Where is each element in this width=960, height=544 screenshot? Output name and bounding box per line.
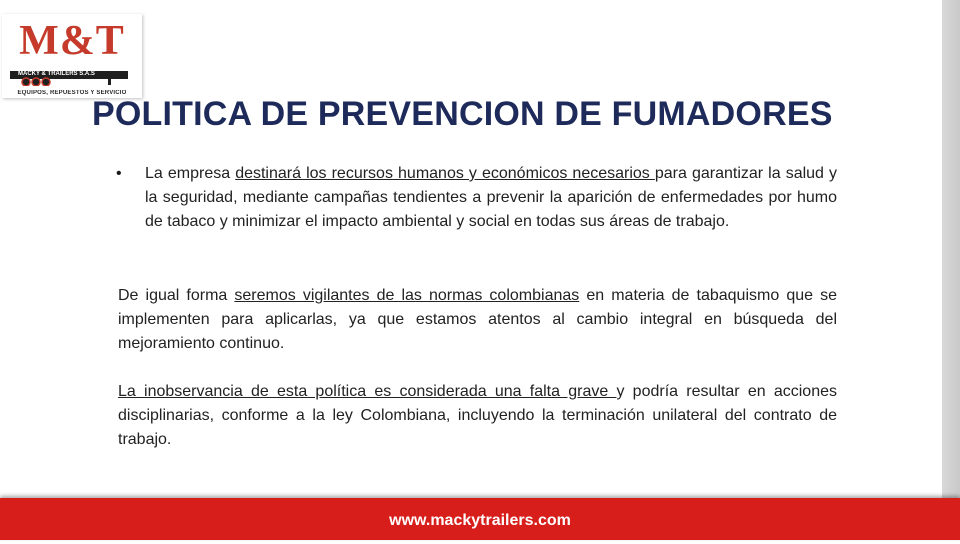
- page-title: POLITICA DE PREVENCION DE FUMADORES: [92, 95, 833, 133]
- logo-company-name: MACKY & TRAILERS S.A.S: [18, 71, 95, 77]
- p1-underlined-text: destinará los recursos humanos y económicos necesarios: [235, 165, 655, 182]
- logo-letters: M&T: [19, 18, 125, 64]
- logo-tagline: EQUIPOS, REPUESTOS Y SERVICIO: [17, 90, 127, 96]
- paragraph-regulations: [118, 284, 837, 356]
- bullet-marker: •: [116, 165, 122, 182]
- p3-trailing-text: y podría resultar en acciones disciplinarias, conforme a la ley Colombiana, incluyendo la terminación unilateral del contrato de trabajo.: [118, 383, 837, 448]
- company-logo: [2, 14, 142, 98]
- p1-trailing-text: para garantizar la salud y la seguridad, mediante campañas tendientes a prevenir la aparición de enfermedades por humo de tabaco y minimizar el impacto ambiental y social en todas sus áreas de trabajo.: [145, 165, 838, 230]
- footer-website[interactable]: www.mackytrailers.com: [389, 512, 571, 529]
- paragraph-commitment: [145, 162, 837, 234]
- right-side-band: [942, 0, 960, 540]
- footer-bar: [0, 498, 960, 540]
- p2-underlined-text: seremos vigilantes de las normas colombianas: [234, 287, 580, 304]
- p2-lead-text: De igual forma: [118, 287, 235, 304]
- p1-lead-text: La empresa: [145, 165, 236, 182]
- paragraph-consequences: [118, 380, 837, 452]
- p2-trailing-text: en materia de tabaquismo que se implementen para aplicarlas, ya que estamos atentos al cambio integral en búsqueda del mejoramiento continuo.: [118, 287, 837, 352]
- p3-underlined-text: La inobservancia de esta política es considerada una falta grave: [118, 383, 617, 400]
